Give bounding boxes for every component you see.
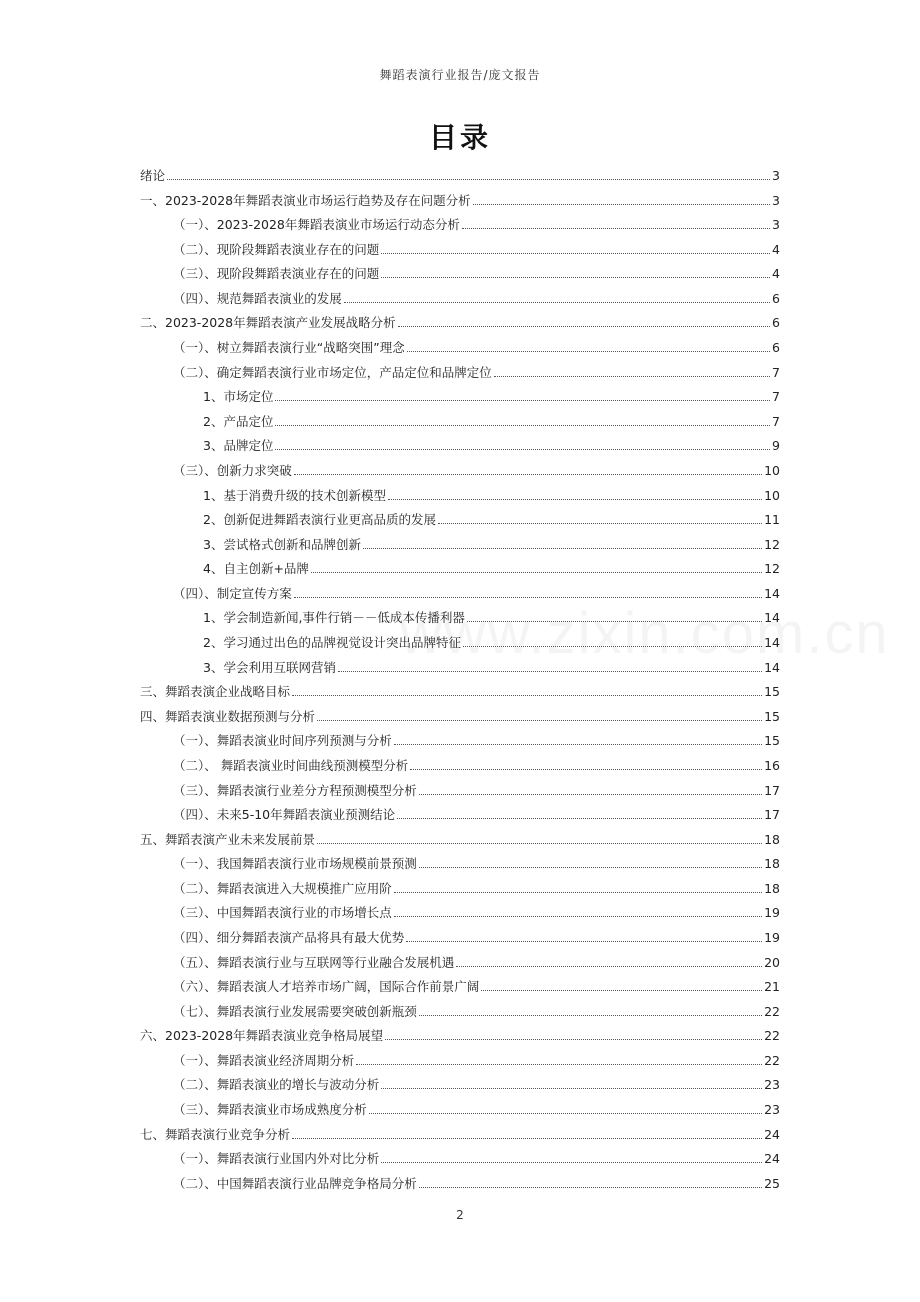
toc-entry-title: 2、创新促进舞蹈表演行业更高品质的发展 bbox=[203, 512, 436, 528]
toc-entry-page: 15 bbox=[764, 733, 780, 749]
toc-entry-page: 22 bbox=[764, 1052, 780, 1068]
toc-entry-page: 17 bbox=[764, 782, 780, 798]
toc-entry-page: 19 bbox=[764, 929, 780, 945]
toc-dot-leader bbox=[381, 1161, 762, 1163]
toc-dot-leader bbox=[494, 375, 770, 377]
toc-entry[interactable] bbox=[173, 873, 780, 897]
toc-entry-page: 4 bbox=[772, 266, 780, 282]
toc-entry-title: 三、舞蹈表演企业战略目标 bbox=[140, 684, 291, 700]
page-title: 目录 bbox=[428, 121, 491, 154]
toc-entry-title: 3、尝试格式创新和品牌创新 bbox=[203, 536, 361, 552]
toc-entry-page: 3 bbox=[772, 217, 780, 233]
toc-entry[interactable] bbox=[173, 1143, 780, 1167]
toc-dot-leader bbox=[381, 252, 770, 254]
toc-entry-page: 3 bbox=[772, 192, 780, 208]
toc-entry-title: 3、学会利用互联网营销 bbox=[203, 659, 336, 675]
toc-entry[interactable] bbox=[203, 504, 780, 528]
toc-entry[interactable] bbox=[173, 1168, 780, 1192]
toc-entry-title: （一）、舞蹈表演行业国内外对比分析 bbox=[173, 1151, 380, 1167]
toc-entry[interactable] bbox=[173, 234, 780, 258]
toc-entry-page: 21 bbox=[764, 979, 780, 995]
toc-entry-title: （六）、舞蹈表演人才培养市场广阔，国际合作前景广阔 bbox=[173, 979, 480, 995]
toc-entry[interactable] bbox=[173, 750, 780, 774]
toc-entry-title: （二）、中国舞蹈表演行业品牌竞争格局分析 bbox=[173, 1175, 417, 1191]
toc-entry-title: 2、学习通过出色的品牌视觉设计突出品牌特征 bbox=[203, 635, 461, 651]
toc-entry[interactable] bbox=[173, 897, 780, 921]
page-number: 2 bbox=[456, 1208, 464, 1222]
toc-entry-page: 18 bbox=[764, 880, 780, 896]
toc-entry-title: （四）、制定宣传方案 bbox=[173, 585, 292, 601]
toc-entry-page: 24 bbox=[764, 1126, 780, 1142]
toc-entry[interactable] bbox=[173, 258, 780, 282]
toc-entry-page: 18 bbox=[764, 831, 780, 847]
toc-entry[interactable] bbox=[140, 1020, 780, 1044]
toc-entry-page: 19 bbox=[764, 905, 780, 921]
toc-entry-title: （一）、舞蹈表演业时间序列预测与分析 bbox=[173, 733, 392, 749]
toc-dot-leader bbox=[294, 596, 762, 598]
toc-entry-title: （四）、未来5-10年舞蹈表演业预测结论 bbox=[173, 807, 396, 823]
toc-entry-page: 18 bbox=[764, 856, 780, 872]
toc-entry[interactable] bbox=[173, 971, 780, 995]
toc-dot-leader bbox=[456, 965, 762, 967]
toc-entry-page: 7 bbox=[772, 389, 780, 405]
toc-entry-title: 1、市场定位 bbox=[203, 389, 274, 405]
toc-dot-leader bbox=[381, 276, 770, 278]
toc-entry-title: 3、品牌定位 bbox=[203, 438, 274, 454]
toc-entry-title: 1、基于消费升级的技术创新模型 bbox=[203, 487, 386, 503]
toc-entry-title: 一、2023-2028年舞蹈表演业市场运行趋势及存在问题分析 bbox=[140, 192, 471, 208]
toc-dot-leader bbox=[462, 227, 770, 229]
toc-dot-leader bbox=[338, 670, 762, 672]
toc-entry-page: 6 bbox=[772, 290, 780, 306]
toc-dot-leader bbox=[394, 743, 762, 745]
toc-entry[interactable] bbox=[173, 799, 780, 823]
toc-entry[interactable] bbox=[173, 996, 780, 1020]
toc-dot-leader bbox=[294, 473, 762, 475]
toc-dot-leader bbox=[406, 940, 762, 942]
toc-entry-page: 7 bbox=[772, 413, 780, 429]
toc-entry-page: 6 bbox=[772, 315, 780, 331]
toc-entry-title: （三）、现阶段舞蹈表演业存在的问题 bbox=[173, 266, 380, 282]
toc-entry[interactable] bbox=[173, 209, 780, 233]
toc-dot-leader bbox=[356, 1063, 762, 1065]
toc-entry-title: 五、舞蹈表演产业未来发展前景 bbox=[140, 831, 316, 847]
toc-entry[interactable] bbox=[140, 307, 780, 331]
toc-entry[interactable] bbox=[173, 357, 780, 381]
toc-entry-page: 7 bbox=[772, 364, 780, 380]
toc-dot-leader bbox=[369, 1112, 762, 1114]
toc-entry-page: 12 bbox=[764, 536, 780, 552]
toc-dot-leader bbox=[275, 399, 770, 401]
toc-entry-title: （一）、舞蹈表演业经济周期分析 bbox=[173, 1052, 355, 1068]
toc-entry[interactable] bbox=[140, 676, 780, 700]
toc-entry[interactable] bbox=[203, 627, 780, 651]
toc-entry-page: 12 bbox=[764, 561, 780, 577]
toc-entry[interactable] bbox=[140, 701, 780, 725]
toc-entry[interactable] bbox=[173, 578, 780, 602]
toc-entry-title: 4、自主创新+品牌 bbox=[203, 561, 309, 577]
toc-entry-page: 24 bbox=[764, 1151, 780, 1167]
toc-entry-page: 4 bbox=[772, 241, 780, 257]
toc-dot-leader bbox=[394, 915, 762, 917]
toc-entry[interactable] bbox=[173, 1045, 780, 1069]
toc-entry-title: （二）、 舞蹈表演业时间曲线预测模型分析 bbox=[173, 757, 409, 773]
toc-entry-page: 14 bbox=[764, 585, 780, 601]
toc-dot-leader bbox=[397, 817, 762, 819]
toc-dot-leader bbox=[419, 1186, 762, 1188]
toc-entry-page: 20 bbox=[764, 954, 780, 970]
toc-entry-title: （三）、舞蹈表演行业差分方程预测模型分析 bbox=[173, 782, 417, 798]
toc-entry[interactable] bbox=[140, 824, 780, 848]
toc-entry-title: （二）、确定舞蹈表演行业市场定位，产品定位和品牌定位 bbox=[173, 364, 492, 380]
toc-entry-title: 2、产品定位 bbox=[203, 413, 274, 429]
toc-entry-title: （五）、舞蹈表演行业与互联网等行业融合发展机遇 bbox=[173, 954, 455, 970]
toc-entry-title: （一）、2023-2028年舞蹈表演业市场运行动态分析 bbox=[173, 217, 460, 233]
toc-dot-leader bbox=[398, 325, 770, 327]
toc-entry-page: 9 bbox=[772, 438, 780, 454]
toc-dot-leader bbox=[407, 350, 770, 352]
toc-dot-leader bbox=[311, 571, 762, 573]
toc-entry-title: （一）、树立舞蹈表演行业“战略突围”理念 bbox=[173, 340, 405, 356]
toc-entry[interactable] bbox=[203, 430, 780, 454]
toc-entry-page: 22 bbox=[764, 1028, 780, 1044]
toc-entry-page: 15 bbox=[764, 684, 780, 700]
page-header: 舞蹈表演行业报告/庞文报告 bbox=[379, 68, 541, 82]
toc-dot-leader bbox=[344, 301, 770, 303]
toc-entry-title: （二）、现阶段舞蹈表演业存在的问题 bbox=[173, 241, 380, 257]
toc-entry-page: 3 bbox=[772, 168, 780, 183]
toc-dot-leader bbox=[473, 203, 770, 205]
toc-entry-page: 22 bbox=[764, 1003, 780, 1019]
toc-entry-title: 六、2023-2028年舞蹈表演业竞争格局展望 bbox=[140, 1028, 384, 1044]
toc-dot-leader bbox=[167, 178, 770, 180]
toc-dot-leader bbox=[388, 498, 762, 500]
toc-entry-page: 15 bbox=[764, 708, 780, 724]
toc-entry-title: （四）、细分舞蹈表演产品将具有最大优势 bbox=[173, 929, 405, 945]
toc-entry[interactable] bbox=[203, 529, 780, 553]
toc-dot-leader bbox=[363, 547, 762, 549]
toc-entry[interactable] bbox=[173, 775, 780, 799]
toc-entry[interactable] bbox=[140, 185, 780, 209]
toc-entry-page: 23 bbox=[764, 1077, 780, 1093]
toc-dot-leader bbox=[385, 1038, 762, 1040]
toc-dot-leader bbox=[419, 866, 762, 868]
toc-entry[interactable] bbox=[203, 381, 780, 405]
toc-entry-title: 绪论 bbox=[140, 168, 166, 183]
toc-entry-page: 23 bbox=[764, 1102, 780, 1118]
toc-entry-title: 七、舞蹈表演行业竞争分析 bbox=[140, 1126, 291, 1142]
toc-entry[interactable] bbox=[140, 1119, 780, 1143]
toc-entry[interactable] bbox=[203, 480, 780, 504]
toc-dot-leader bbox=[463, 645, 762, 647]
toc-dot-leader bbox=[275, 424, 770, 426]
toc-dot-leader bbox=[419, 793, 762, 795]
toc-entry[interactable] bbox=[173, 922, 780, 946]
toc-entry-title: （二）、舞蹈表演进入大规模推广应用阶 bbox=[173, 880, 392, 896]
toc-entry-title: 1、学会制造新闻,事件行销－－低成本传播利器 bbox=[203, 610, 465, 626]
toc-entry[interactable] bbox=[173, 848, 780, 872]
toc-entry[interactable] bbox=[173, 283, 780, 307]
toc-dot-leader bbox=[419, 1014, 762, 1016]
toc-entry-page: 10 bbox=[764, 487, 780, 503]
toc-entry[interactable] bbox=[203, 602, 780, 626]
toc-dot-leader bbox=[292, 1137, 762, 1139]
toc-entry-title: 二、2023-2028年舞蹈表演产业发展战略分析 bbox=[140, 315, 396, 331]
toc-entry-page: 10 bbox=[764, 462, 780, 478]
toc-entry-title: 四、舞蹈表演业数据预测与分析 bbox=[140, 708, 316, 724]
toc-dot-leader bbox=[275, 448, 770, 450]
toc-entry-page: 14 bbox=[764, 635, 780, 651]
toc-entry[interactable] bbox=[173, 1094, 780, 1118]
toc-entry-title: （七）、舞蹈表演行业发展需要突破创新瓶颈 bbox=[173, 1003, 417, 1019]
toc-entry-title: （四）、规范舞蹈表演业的发展 bbox=[173, 290, 342, 306]
toc-entry[interactable] bbox=[203, 553, 780, 577]
toc-entry-title: （三）、中国舞蹈表演行业的市场增长点 bbox=[173, 905, 392, 921]
toc-entry-page: 6 bbox=[772, 340, 780, 356]
toc-entry[interactable] bbox=[173, 455, 780, 479]
toc-dot-leader bbox=[410, 768, 762, 770]
toc-entry-title: （一）、我国舞蹈表演行业市场规模前景预测 bbox=[173, 856, 417, 872]
toc-entry[interactable] bbox=[173, 332, 780, 356]
toc-entry-page: 17 bbox=[764, 807, 780, 823]
toc-entry-page: 14 bbox=[764, 610, 780, 626]
toc-entry[interactable] bbox=[173, 725, 780, 749]
toc-entry[interactable] bbox=[173, 947, 780, 971]
toc-entry-page: 14 bbox=[764, 659, 780, 675]
toc-entry-page: 25 bbox=[764, 1175, 780, 1191]
toc-dot-leader bbox=[381, 1087, 762, 1089]
toc-entry[interactable] bbox=[203, 406, 780, 430]
toc-entry-title: （三）、舞蹈表演业市场成熟度分析 bbox=[173, 1102, 367, 1118]
toc-entry-page: 16 bbox=[764, 757, 780, 773]
toc-entry-title: （三）、创新力求突破 bbox=[173, 462, 292, 478]
toc-dot-leader bbox=[292, 694, 762, 696]
toc-entry-title: （二）、舞蹈表演业的增长与波动分析 bbox=[173, 1077, 380, 1093]
toc-dot-leader bbox=[394, 891, 762, 893]
toc-entry-page: 11 bbox=[764, 512, 780, 528]
toc-entry[interactable] bbox=[203, 652, 780, 676]
toc-entry[interactable] bbox=[140, 160, 780, 184]
toc-entry[interactable] bbox=[173, 1069, 780, 1093]
toc-dot-leader bbox=[481, 989, 762, 991]
toc-dot-leader bbox=[317, 719, 762, 721]
toc-dot-leader bbox=[317, 842, 762, 844]
toc-dot-leader bbox=[438, 522, 762, 524]
toc-dot-leader bbox=[467, 620, 762, 622]
